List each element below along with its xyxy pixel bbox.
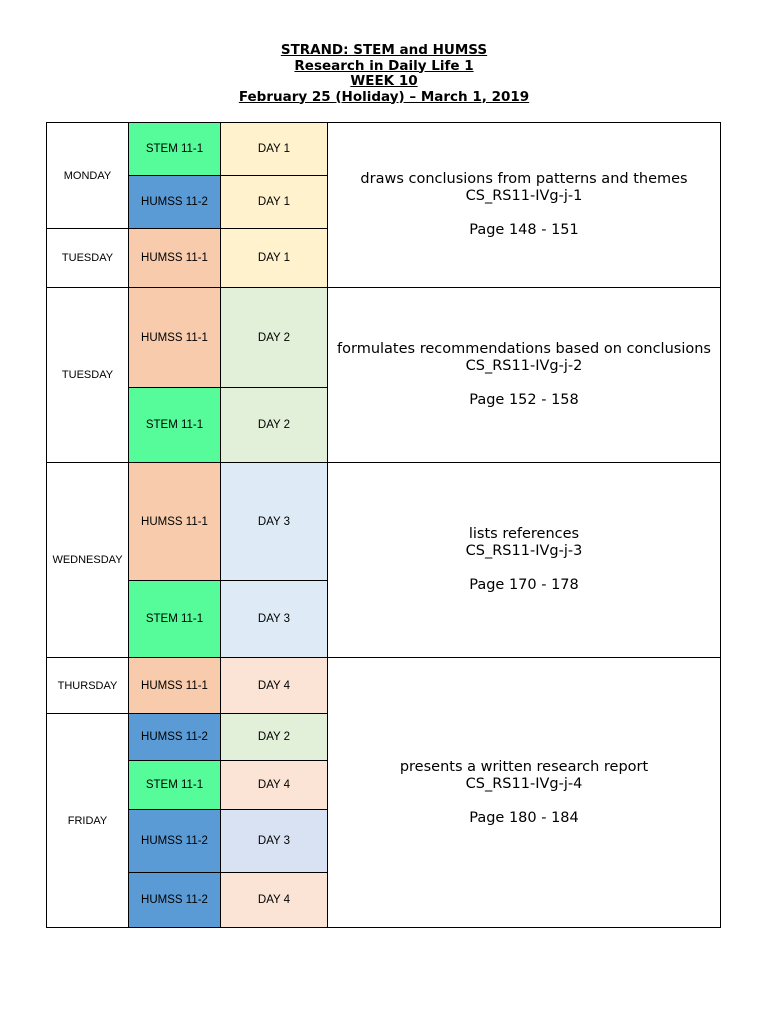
table-row	[47, 288, 721, 388]
section-cell: HUMSS 11-2	[129, 176, 221, 229]
section-cell: HUMSS 11-2	[129, 714, 221, 761]
section-cell: STEM 11-1	[129, 581, 221, 658]
day-number-cell: DAY 2	[221, 288, 328, 388]
section-cell: STEM 11-1	[129, 388, 221, 463]
competency-pages: Page 180 - 184	[469, 809, 579, 826]
day-number-cell: DAY 4	[221, 873, 328, 928]
table-row	[47, 658, 721, 714]
day-number-cell: DAY 2	[221, 714, 328, 761]
competency-text: formulates recommendations based on conclusions	[337, 341, 711, 357]
competency-cell	[328, 463, 721, 658]
section-cell: STEM 11-1	[129, 123, 221, 176]
competency-pages: Page 170 - 178	[469, 577, 579, 593]
table-row	[47, 463, 721, 581]
day-cell-wednesday: WEDNESDAY	[47, 463, 129, 658]
section-cell: HUMSS 11-2	[129, 873, 221, 928]
competency-text: lists references	[468, 526, 580, 542]
day-number-cell: DAY 3	[221, 810, 328, 873]
competency-code: CS_RS11-IVg-j-3	[465, 543, 583, 559]
strand-title: STRAND: STEM and HUMSS	[280, 42, 488, 58]
section-cell: STEM 11-1	[129, 761, 221, 810]
section-cell: HUMSS 11-2	[129, 810, 221, 873]
competency-code: CS_RS11-IVg-j-4	[465, 775, 583, 792]
day-cell-friday: FRIDAY	[47, 714, 129, 928]
day-number-cell: DAY 4	[221, 658, 328, 714]
day-number-cell: DAY 3	[221, 463, 328, 581]
document-header	[0, 43, 768, 105]
table-row	[47, 123, 721, 176]
competency-cell	[328, 288, 721, 463]
section-cell: HUMSS 11-1	[129, 658, 221, 714]
competency-code: CS_RS11-IVg-j-1	[465, 188, 583, 204]
competency-code: CS_RS11-IVg-j-2	[465, 358, 583, 374]
competency-text: draws conclusions from patterns and themes	[360, 171, 688, 187]
section-cell: HUMSS 11-1	[129, 288, 221, 388]
schedule-table	[46, 122, 721, 928]
day-cell-monday: MONDAY	[47, 123, 129, 229]
competency-pages: Page 152 - 158	[469, 392, 579, 408]
day-cell-tuesday: TUESDAY	[47, 229, 129, 288]
date-range: February 25 (Holiday) – March 1, 2019	[238, 88, 530, 105]
competency-cell	[328, 658, 721, 928]
competency-text: presents a written research report	[399, 758, 649, 775]
section-cell: HUMSS 11-1	[129, 229, 221, 288]
day-cell-tuesday: TUESDAY	[47, 288, 129, 463]
competency-pages: Page 148 - 151	[469, 222, 579, 238]
week-title: WEEK 10	[350, 73, 418, 89]
day-number-cell: DAY 2	[221, 388, 328, 463]
day-number-cell: DAY 1	[221, 176, 328, 229]
day-number-cell: DAY 3	[221, 581, 328, 658]
subject-title: Research in Daily Life 1	[294, 57, 474, 74]
section-cell: HUMSS 11-1	[129, 463, 221, 581]
day-cell-thursday: THURSDAY	[47, 658, 129, 714]
day-number-cell: DAY 1	[221, 123, 328, 176]
competency-cell	[328, 123, 721, 288]
day-number-cell: DAY 1	[221, 229, 328, 288]
day-number-cell: DAY 4	[221, 761, 328, 810]
